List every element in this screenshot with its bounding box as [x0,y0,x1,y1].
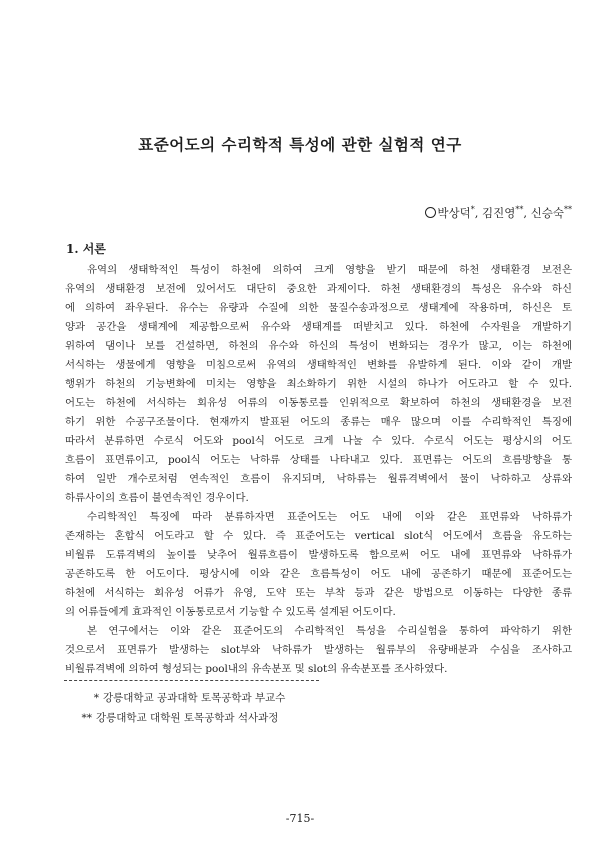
author-separator: , [474,206,483,220]
paragraph-line: 행위가 하천의 기능변화에 미치는 영향을 최소화하기 위한 시설의 하나가 어도라고 할 수 있다. [65,378,572,390]
section-body [65,261,572,679]
paragraph-line: 비월류 도류격벽의 높이를 낮추어 월류흐름이 발생하도록 함으로써 어도 내에 표면류와 낙하류가 [65,549,572,561]
footnote-2 [78,710,278,725]
author-line [425,205,572,221]
footnote-2-text: 강릉대학교 대학원 토목공학과 석사과정 [96,712,279,724]
footnote-1-text: 강릉대학교 공과대학 토목공학과 부교수 [103,692,286,704]
paragraph-line: 유역의 생태학적인 특성이 하천에 의하여 크게 영향을 받기 때문에 하천 생태환경 보전은 [87,264,572,276]
paragraph-line: 따라서 분류하면 수로식 어도와 pool식 어도로 크게 나눌 수 있다. 수로식 어도는 평상시의 어도 [65,435,572,447]
author-2-mark: ** [515,205,524,215]
paragraph-line: 에 의하여 좌우된다. 유수는 유량과 수질에 의한 물질수송과정으로 생태계에 작용하며, 하신은 토 [65,302,572,314]
presenter-circle-icon [425,207,436,218]
paragraph-line: 본 연구에서는 이와 같은 표준어도의 수리학적인 특성을 수리실험을 통하여 파악하기 위한 [87,625,572,637]
paragraph-line: 양과 공간을 생태계에 제공함으로써 유수와 생태계를 떠받치고 있다. 하천에 수자원을 개발하기 [65,321,572,333]
footnote-1 [85,690,285,705]
paragraph-line: 하기 위한 수공구조물이다. 현재까지 발표된 어도의 종류는 매우 많으며 이를 수리학적인 특징에 [65,416,572,428]
footnote-divider [64,680,319,681]
author-3-mark: ** [564,205,572,215]
author-1-mark: * [470,205,475,215]
footnote-1-mark: * [93,692,99,704]
paragraph-line: 하류사이의 흐름이 불연속적인 경우이다. [65,492,249,504]
section-heading: 1. 서론 [66,242,106,256]
paragraph-line: 공존하도록 한 어도이다. 평상시에 이와 같은 흐름특성이 어도 내에 공존하기 때문에 표준어도는 [65,568,572,580]
paragraph-line: 흐름이 표면류이고, pool식 어도는 낙하류 상태를 나타내고 있다. 표면류는 어도의 흐름방향을 통 [65,454,572,466]
paragraph-line: 위하여 댐이나 보를 건설하면, 하천의 유수와 하신의 특성이 변화되는 경우가 많고, 이는 하천에 [65,340,572,352]
paragraph-line: 하천에 서식하는 회유성 어류가 유영, 도약 또는 부착 등과 같은 방법으로 이동하는 다양한 종류 [65,587,572,599]
paragraph-line: 수리학적인 특징에 따라 분류하자면 표준어도는 어도 내에 이와 같은 표면류와 낙하류가 [87,511,572,523]
author-separator: , [523,206,531,220]
paragraph-line: 유역의 생태환경 보전에 있어서도 대단히 중요한 과제이다. 하천 생태환경의 특성은 유수와 하신 [65,283,572,295]
footnote-2-mark: ** [81,712,92,724]
author-3: 신승숙 [530,206,564,220]
author-2: 김진영 [482,206,516,220]
paragraph-line: 것으로서 표면류가 발생하는 slot부와 낙하류가 발생하는 월류부의 유량배분과 수심을 조사하고 [65,644,572,656]
paper-title: 표준어도의 수리학적 특성에 관한 실험적 연구 [138,135,462,154]
paragraph-line: 비월류격벽에 의하여 형성되는 pool내의 유속분포 및 slot의 유속분포를 조사하였다. [65,663,448,675]
paragraph-line: 서식하는 생물에게 영향을 미침으로써 유역의 생태학적인 변화를 유발하게 된다. 이와 같이 개발 [65,359,572,371]
page-number: -715- [285,812,315,825]
author-1: 박상덕 [437,206,471,220]
paragraph-line: 하여 일반 개수로처럼 연속적인 흐름이 유지되며, 낙하류는 월류격벽에서 물이 낙하하고 상류와 [65,473,572,485]
paragraph-line: 의 어류들에게 효과적인 이동통로로서 기능할 수 있도록 설계된 어도이다. [65,606,396,618]
paragraph-line: 어도는 하천에 서식하는 회유성 어류의 이동통로를 인위적으로 확보하여 하천의 생태환경을 보전 [65,397,572,409]
paragraph-line: 존재하는 혼합식 어도라고 할 수 있다. 즉 표준어도는 vertical slot식 어도에서 흐름을 유도하는 [65,530,572,542]
